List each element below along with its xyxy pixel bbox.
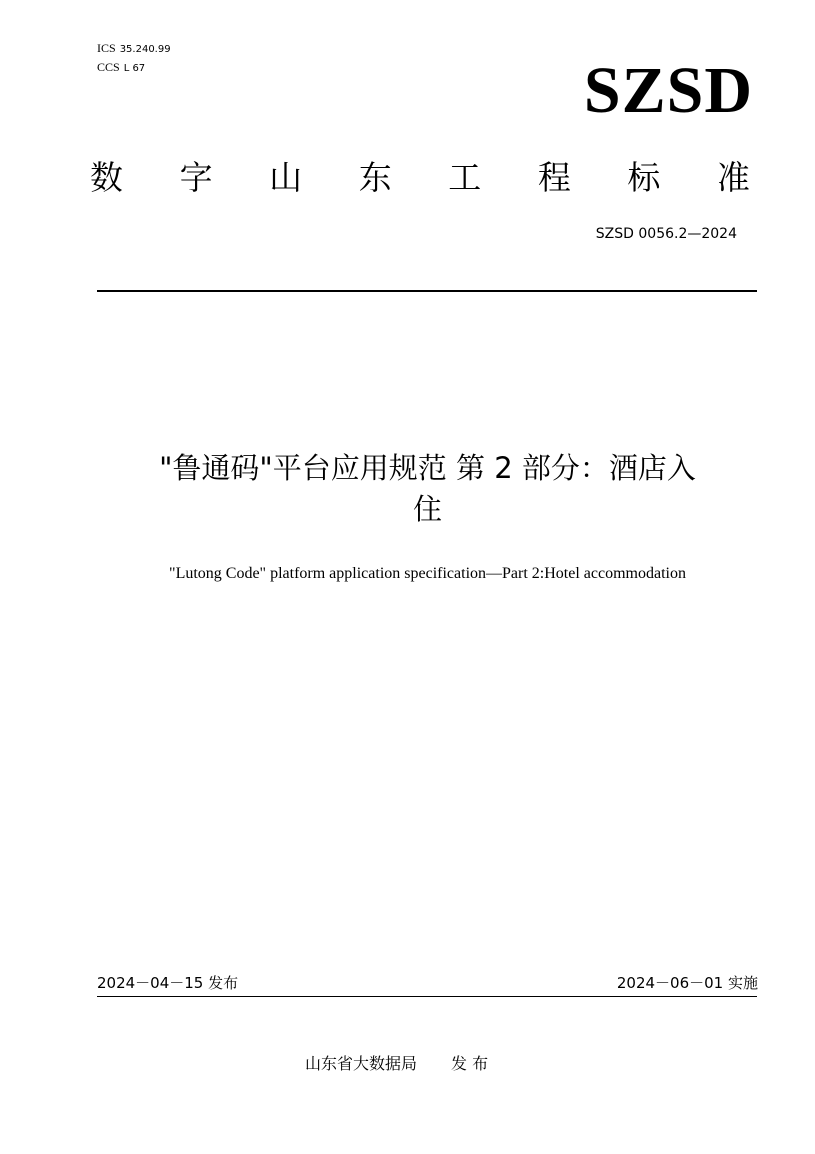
issuer-name: 山东省大数据局 bbox=[305, 1054, 418, 1073]
standard-type-char: 程 bbox=[537, 158, 571, 197]
issuer-action: 发 布 bbox=[451, 1054, 489, 1073]
title-chinese-line-1: "鲁通码"平台应用规范 第 2 部分：酒店入 bbox=[159, 451, 696, 485]
issuer bbox=[305, 1053, 488, 1075]
standard-type-char: 数 bbox=[90, 158, 123, 197]
title-english: "Lutong Code" platform application specification—Part 2:Hotel accommodation bbox=[169, 565, 686, 582]
implementation-date: 2024－06－01 实施 bbox=[616, 974, 758, 992]
standard-type-char: 标 bbox=[627, 158, 661, 197]
top-divider bbox=[97, 290, 757, 292]
standard-type bbox=[90, 156, 750, 200]
ics-code: 35.240.99 bbox=[119, 44, 171, 55]
ics-line bbox=[97, 41, 171, 57]
standard-type-char: 山 bbox=[269, 158, 303, 197]
brand-mark: SZSD bbox=[583, 54, 753, 127]
standard-type-char: 东 bbox=[358, 158, 392, 197]
ccs-code: L 67 bbox=[123, 63, 146, 74]
title-chinese bbox=[90, 448, 765, 530]
bottom-divider bbox=[97, 996, 757, 997]
standard-type-char: 准 bbox=[716, 158, 750, 197]
release-date: 2024－04－15 发布 bbox=[97, 974, 239, 992]
standard-code: SZSD 0056.2—2024 bbox=[595, 226, 737, 242]
title-chinese-line-2: 住 bbox=[412, 492, 442, 526]
standard-type-char: 字 bbox=[179, 158, 213, 197]
ics-label: ICS bbox=[97, 41, 116, 55]
ccs-line bbox=[97, 60, 145, 76]
ccs-label: CCS bbox=[97, 60, 120, 74]
standard-type-char: 工 bbox=[448, 158, 482, 197]
